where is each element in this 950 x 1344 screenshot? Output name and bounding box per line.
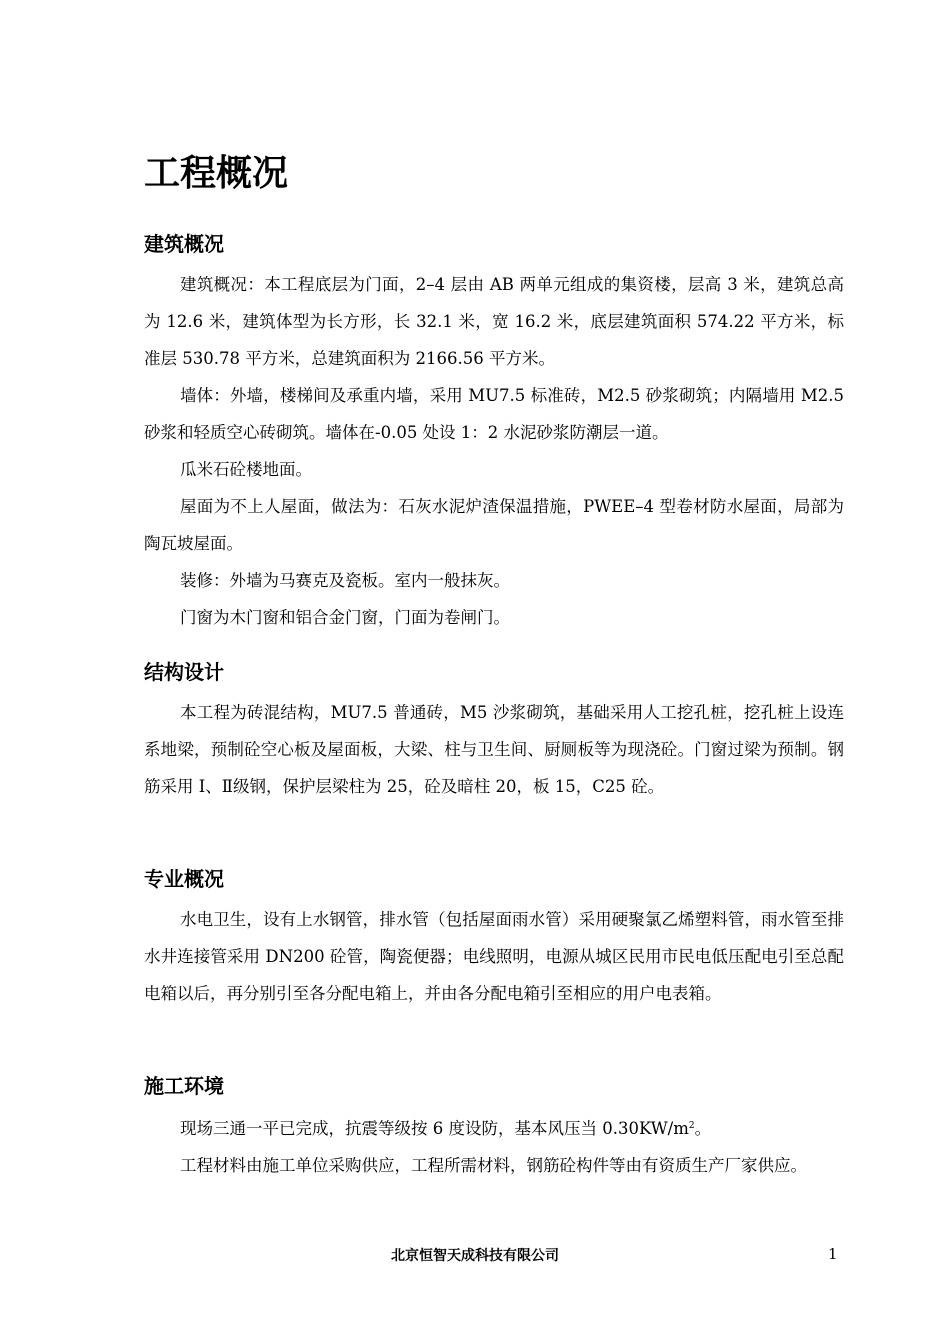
paragraph: 水电卫生，设有上水钢管，排水管（包括屋面雨水管）采用硬聚氯乙烯塑料管，雨水管至排水井连接管采用 DN200 砼管，陶瓷便器；电线照明，电源从城区民用市民电低压配电引至总配电箱以后，再分别引至各分配电箱上，并由各分配电箱引至相应的用户电表箱。 <box>144 910 844 1003</box>
section-heading: 建筑概况 <box>144 232 224 256</box>
page-number: 1 <box>828 1245 838 1263</box>
section-structure-design <box>144 658 844 805</box>
paragraph: 门窗为木门窗和铝合金门窗，门面为卷闸门。 <box>180 608 510 627</box>
paragraph: 本工程为砖混结构，MU7.5 普通砖，M5 沙浆砌筑，基础采用人工挖孔桩，挖孔桩上设连系地梁，预制砼空心板及屋面板，大梁、柱与卫生间、厨厕板等为现浇砼。门窗过梁为预制。钢筋采用 I、Ⅱ级钢，保护层梁柱为 25，砼及暗柱 20，板 15，C25 砼。 <box>144 703 844 796</box>
section-heading: 结构设计 <box>144 660 224 684</box>
paragraph: 瓜米石砼楼地面。 <box>180 460 312 479</box>
section-building-overview <box>144 230 844 636</box>
section-construction-environment <box>144 1072 844 1184</box>
paragraph-text: 现场三通一平已完成，抗震等级按 6 度设防，基本风压当 0.30KW/m <box>180 1119 689 1138</box>
paragraph: 墙体：外墙，楼梯间及承重内墙，采用 MU7.5 标准砖，M2.5 砂浆砌筑；内隔墙用 M2.5 砂浆和轻质空心砖砌筑。墙体在-0.05 处设 1：2 水泥砂浆防潮层一道。 <box>144 386 844 442</box>
paragraph: 屋面为不上人屋面，做法为：石灰水泥炉渣保温措施，PWEE–4 型卷材防水屋面，局部为陶瓦坡屋面。 <box>144 497 844 553</box>
paragraph: 装修：外墙为马赛克及瓷板。室内一般抹灰。 <box>180 571 510 590</box>
paragraph: 工程材料由施工单位采购供应，工程所需材料，钢筋砼构件等由有资质生产厂家供应。 <box>180 1156 807 1175</box>
punctuation: 。 <box>694 1119 712 1138</box>
footer-company: 北京恒智天成科技有限公司 <box>391 1248 559 1264</box>
page-title: 工程概况 <box>144 153 289 194</box>
paragraph: 建筑概况：本工程底层为门面，2–4 层由 AB 两单元组成的集资楼，层高 3 米，建筑总高为 12.6 米，建筑体型为长方形，长 32.1 米，宽 16.2 米，底层建筑面积 574.22 平方米，标准层 530.78 平方米，总建筑面积为 2166.56 平方米。 <box>144 275 844 368</box>
section-heading: 施工环境 <box>144 1074 224 1098</box>
section-heading: 专业概况 <box>144 867 224 891</box>
superscript: 2 <box>688 1121 695 1131</box>
section-specialty-overview <box>144 865 844 1012</box>
paragraph <box>144 1108 844 1147</box>
